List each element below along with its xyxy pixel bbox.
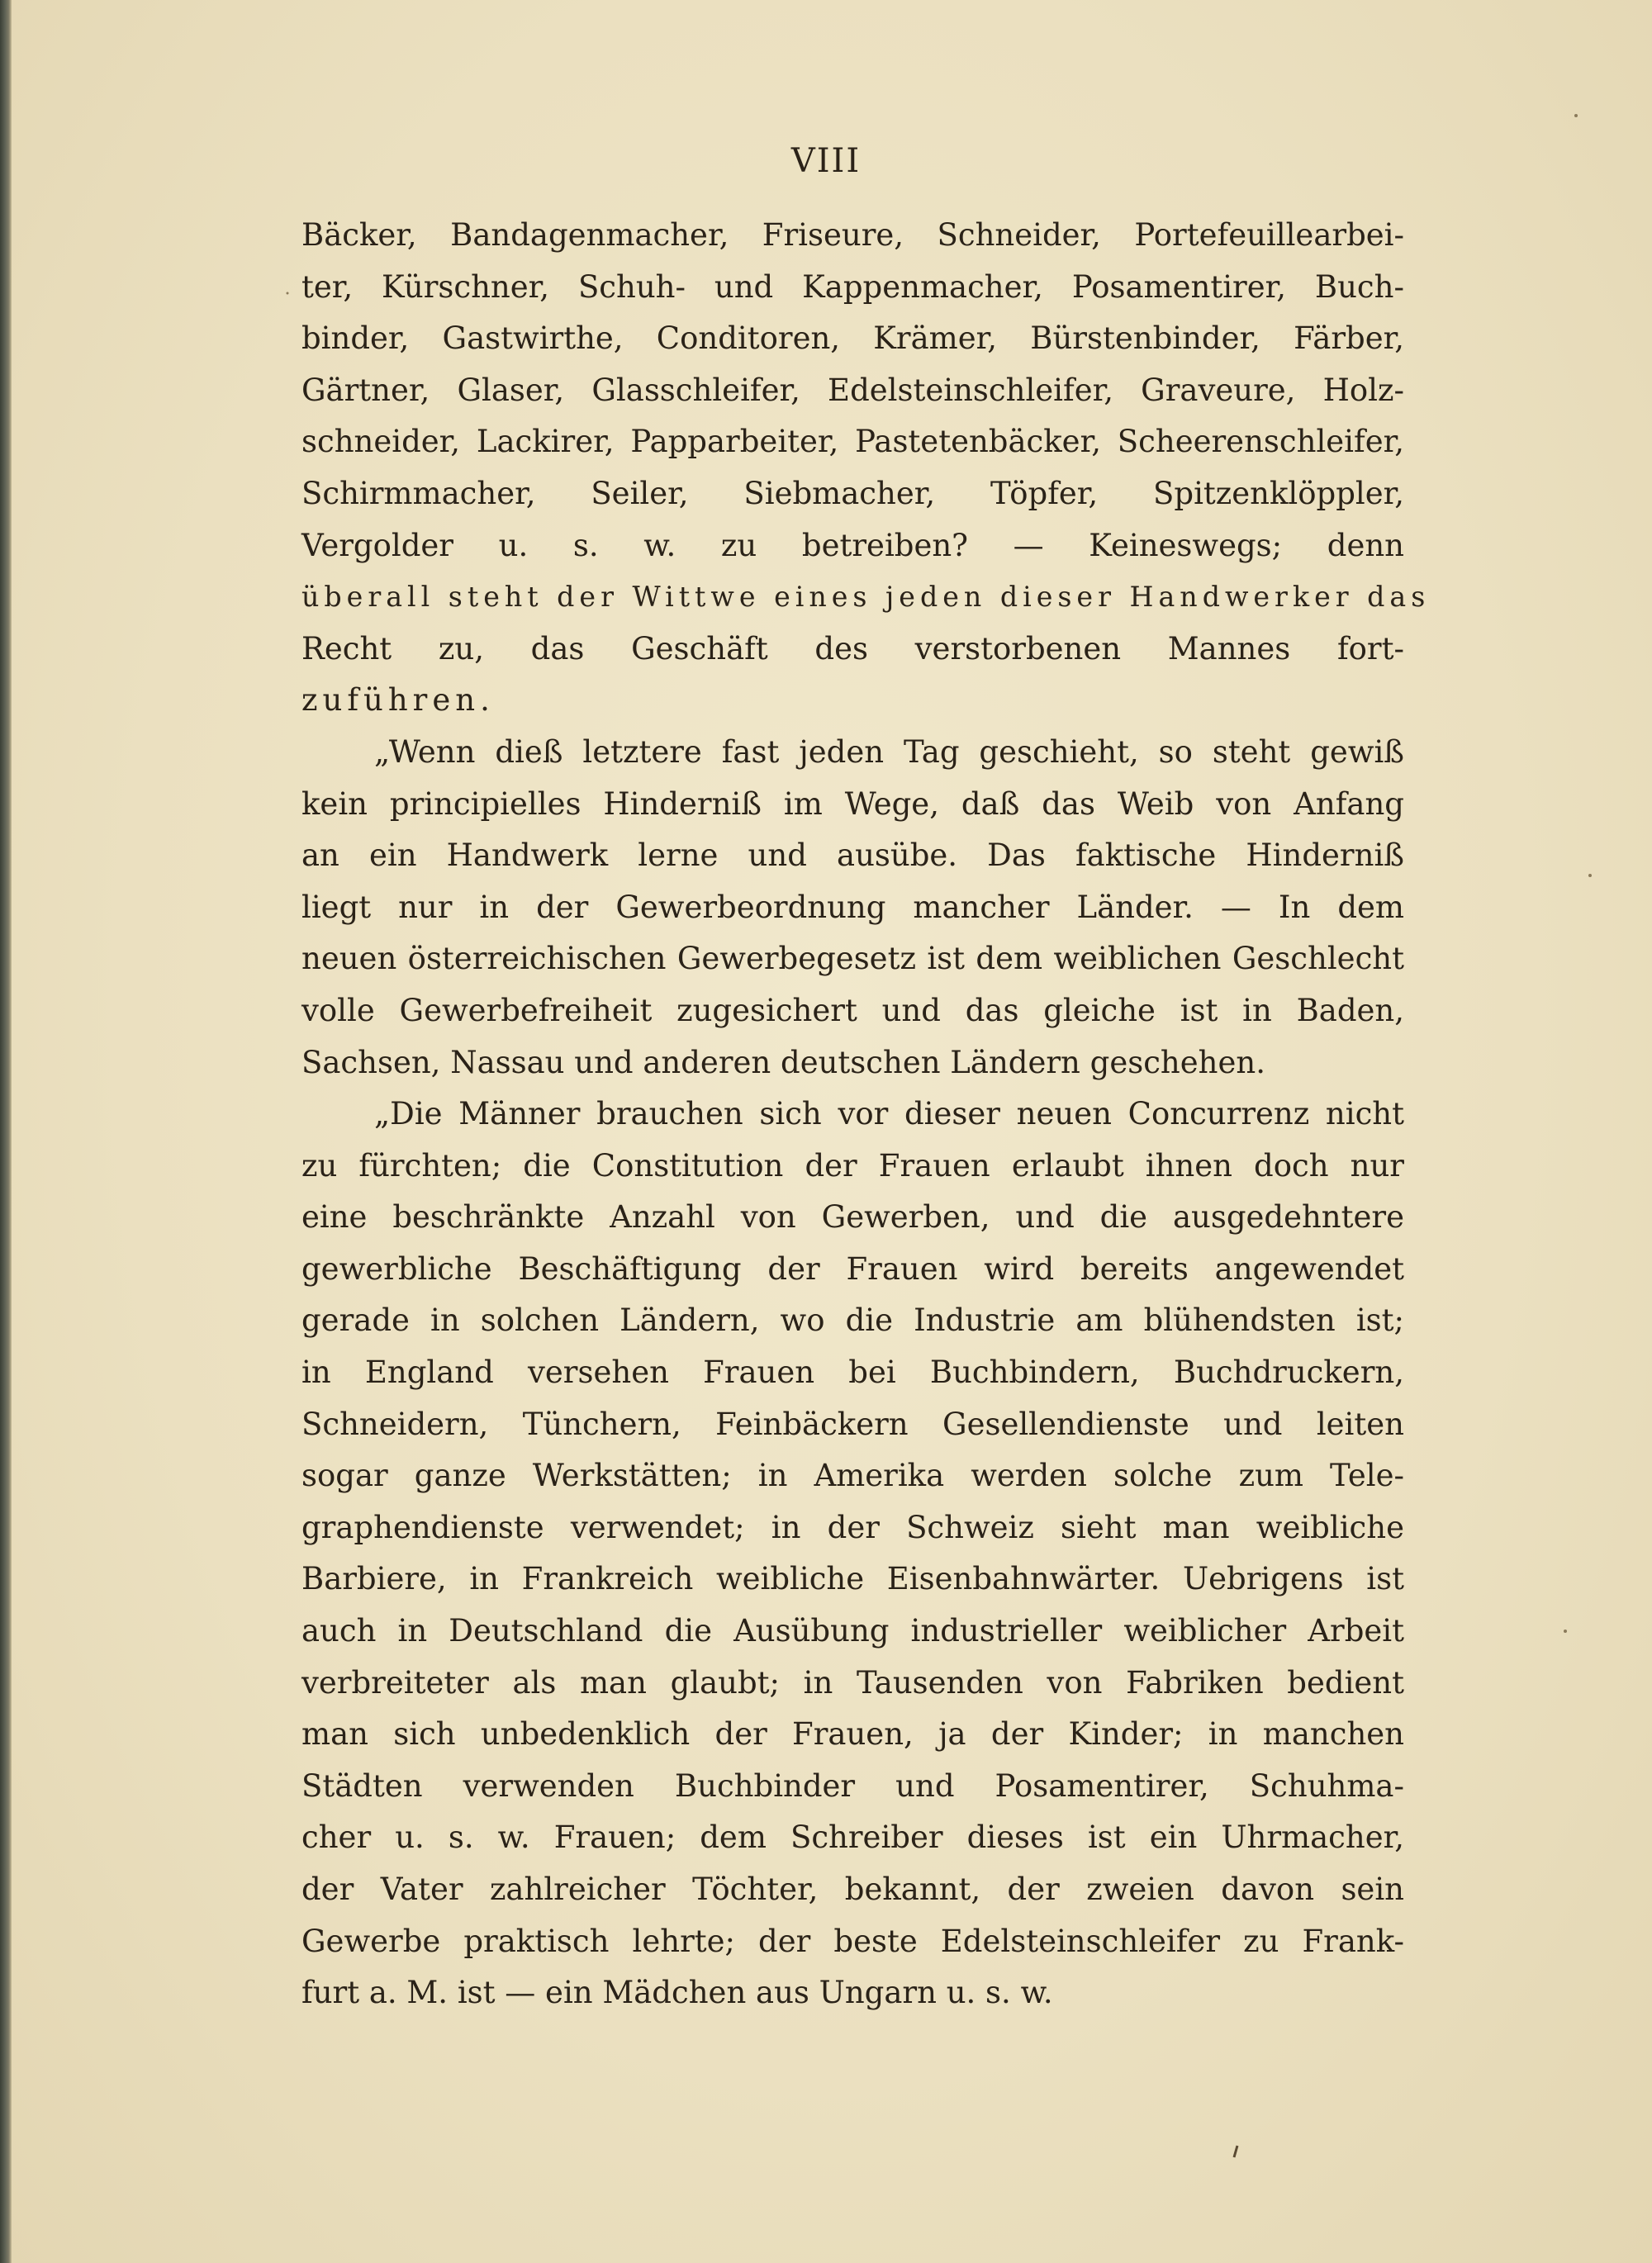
text-line: Städten verwenden Buchbinder und Posamentirer, Schuhma- — [301, 1767, 1404, 1804]
text-line: liegt nur in der Gewerbeordnung mancher Länder. — In dem — [301, 889, 1404, 925]
text-line: Gewerbe praktisch lehrte; der beste Edelsteinschleifer zu Frank- — [301, 1923, 1404, 1959]
speck — [1588, 874, 1592, 877]
body-text — [301, 210, 1431, 2019]
text-line: ter, Kürschner, Schuh- und Kappenmacher, Posamentirer, Buch- — [301, 268, 1404, 305]
text-line: cher u. s. w. Frauen; dem Schreiber dieses ist ein Uhrmacher, — [301, 1819, 1404, 1856]
text-line: Barbiere, in Frankreich weibliche Eisenbahnwärter. Uebrigens ist — [301, 1561, 1404, 1597]
text-line: Recht zu, das Geschäft des verstorbenen Mannes fort- — [301, 630, 1404, 667]
speck — [287, 292, 289, 295]
text-line: graphendienste verwendet; in der Schweiz sieht man weibliche — [301, 1509, 1404, 1545]
text-line: auch in Deutschland die Ausübung industrieller weiblicher Arbeit — [301, 1613, 1404, 1649]
binding-edge — [0, 0, 12, 2263]
text-line: Bäcker, Bandagenmacher, Friseure, Schneider, Portefeuillearbei- — [301, 217, 1404, 253]
text-line: binder, Gastwirthe, Conditoren, Krämer, Bürstenbinder, Färber, — [301, 320, 1404, 357]
speck — [1234, 2146, 1237, 2157]
text-line: verbreiteter als man glaubt; in Tausenden von Fabriken bedient — [301, 1664, 1404, 1701]
text-line: zuführen. — [301, 682, 495, 719]
text-line: gerade in solchen Ländern, wo die Industrie am blühendsten ist; — [301, 1302, 1404, 1339]
text-line: Vergolder u. s. w. zu betreiben? — Keineswegs; denn — [301, 527, 1404, 563]
text-line: man sich unbedenklich der Frauen, ja der Kinder; in manchen — [301, 1716, 1404, 1753]
text-line: schneider, Lackirer, Papparbeiter, Pastetenbäcker, Scheerenschleifer, — [301, 424, 1404, 460]
text-line: „Wenn dieß letztere fast jeden Tag geschieht, so steht gewiß — [374, 733, 1404, 770]
text-line: Gärtner, Glaser, Glasschleifer, Edelsteinschleifer, Graveure, Holz- — [301, 372, 1404, 408]
speck — [1574, 114, 1578, 117]
text-line: eine beschränkte Anzahl von Gewerben, und die ausgedehntere — [301, 1199, 1404, 1236]
text-line: zu fürchten; die Constitution der Frauen erlaubt ihnen doch nur — [301, 1147, 1404, 1184]
text-line: überall steht der Wittwe eines jeden dieser Handwerker das — [301, 581, 1431, 614]
text-line: neuen österreichischen Gewerbegesetz ist dem weiblichen Geschlecht — [301, 941, 1404, 977]
text-line: kein principielles Hinderniß im Wege, daß das Weib von Anfang — [301, 785, 1404, 822]
page-number: VIII — [790, 142, 862, 180]
text-line: an ein Handwerk lerne und ausübe. Das faktische Hinderniß — [301, 837, 1404, 874]
text-line: Schneidern, Tünchern, Feinbäckern Gesellendienste und leiten — [301, 1406, 1404, 1442]
text-line: volle Gewerbefreiheit zugesichert und das gleiche ist in Baden, — [301, 992, 1404, 1028]
text-line: gewerbliche Beschäftigung der Frauen wird bereits angewendet — [301, 1250, 1404, 1287]
speck — [1564, 1630, 1567, 1633]
text-line: „Die Männer brauchen sich vor dieser neuen Concurrenz nicht — [374, 1096, 1404, 1132]
text-line: Schirmmacher, Seiler, Siebmacher, Töpfer, Spitzenklöppler, — [301, 475, 1404, 511]
text-line: sogar ganze Werkstätten; in Amerika werden solche zum Tele- — [301, 1458, 1404, 1494]
text-line: in England versehen Frauen bei Buchbindern, Buchdruckern, — [301, 1354, 1404, 1391]
text-line: Sachsen, Nassau und anderen deutschen Ländern geschehen. — [301, 1044, 1265, 1080]
text-line: furt a. M. ist — ein Mädchen aus Ungarn u. s. w. — [301, 1975, 1053, 2011]
text-line: der Vater zahlreicher Töchter, bekannt, der zweien davon sein — [301, 1872, 1404, 1907]
